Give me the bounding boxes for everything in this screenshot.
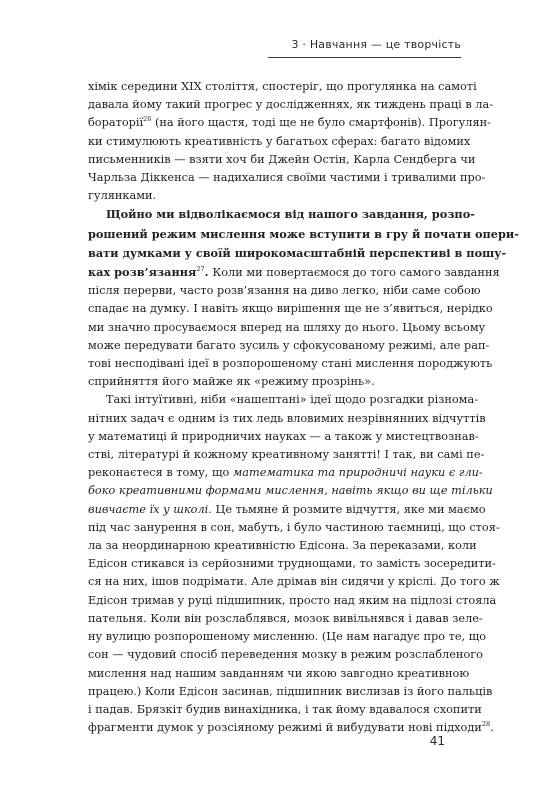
text-segment: ках розв’язання xyxy=(88,265,197,280)
page-number: 41 xyxy=(429,734,445,748)
text-segment: ну вулицю розпорошеному мисленню. (Це нам нагадує про те, що xyxy=(88,630,487,644)
text-segment: спадає на думку. І навіть якщо вирішення ще не з’явиться, нерідко xyxy=(88,302,493,316)
text-line xyxy=(88,683,493,701)
text-segment: після перерви, часто розв’язання на диво легко, ніби саме собою xyxy=(88,284,481,298)
text-line xyxy=(88,337,490,355)
text-segment: ми значно просуваємося вперед на шляху до нього. Цьому всьому xyxy=(88,320,486,334)
text-line xyxy=(88,205,475,224)
text-segment: ки стимулюють креативність у багатьох сферах: багато відомих xyxy=(88,134,471,148)
text-segment: реконаєтеся в тому, що xyxy=(88,466,233,480)
text-segment: Едісон тримав у руці підшипник, просто над яким на підлозі стояла xyxy=(88,593,497,607)
text-line xyxy=(88,373,459,391)
text-segment: ся на них, ішов подрімати. Але дрімав він сидячи у кріслі. До того ж xyxy=(88,575,500,589)
text-segment: нітних задач є одним із тих ледь вловимих незрівнянних відчуттів xyxy=(88,411,486,425)
text-line xyxy=(88,78,477,96)
text-segment: під час занурення в сон, мабуть, і було частиною таємниці, що стоя- xyxy=(88,520,500,534)
text-line xyxy=(88,446,485,464)
text-line xyxy=(88,169,486,187)
footnote-ref: 27 xyxy=(196,265,205,274)
text-line xyxy=(88,133,471,151)
text-line xyxy=(88,501,486,519)
text-segment: тові несподівані ідеї в розпорошеному стані мислення породжують xyxy=(88,357,493,371)
body-text xyxy=(88,78,519,737)
text-line xyxy=(88,300,493,318)
text-line xyxy=(88,282,481,300)
text-segment: може передувати багато зусиль у сфокусованому режимі, але рап- xyxy=(88,338,490,352)
text-line xyxy=(88,519,500,537)
footnote-ref: 26 xyxy=(143,115,152,124)
text-line xyxy=(88,244,507,263)
text-segment: сон — чудовий спосіб переведення мозку в режим розслабленого xyxy=(88,648,483,662)
text-segment: боко креативними формами мислення, навіть якщо ви ще тільки xyxy=(88,484,493,498)
text-segment: бораторії xyxy=(88,116,144,130)
text-line xyxy=(88,573,500,591)
text-segment: і падав. Брязкіт будив винахідника, і так йому вдавалося схопити xyxy=(88,702,482,716)
text-line xyxy=(88,482,493,500)
text-segment: (на його щастя, тоді ще не було смартфонів). Прогулян- xyxy=(151,116,491,130)
text-segment: Це тьмяне й розмите відчуття, яке ми маємо xyxy=(211,502,486,516)
text-segment: вати думками у своїй широкомасштабній перспективі в пошу- xyxy=(88,245,507,260)
text-line xyxy=(88,428,479,446)
text-line xyxy=(88,701,482,719)
text-segment: працею.) Коли Едісон засинав, підшипник вислизав із його пальців xyxy=(88,684,493,698)
text-line xyxy=(88,610,483,628)
text-segment: Едісон стикався із серйозними труднощами, то замість зосередити- xyxy=(88,557,496,571)
text-segment: мислення над нашим завданням чи якою завгодно креативною xyxy=(88,666,470,680)
text-segment: сприйняття його майже як «режиму прозрінь». xyxy=(88,375,375,389)
text-segment: Чарльза Діккенса — надихалися своїми частими і тривалими про- xyxy=(88,171,486,185)
text-line xyxy=(88,114,491,132)
text-segment: ла за неординарною креативністю Едісона. За переказами, коли xyxy=(88,539,477,553)
text-segment: фрагменти думок у розсіяному режимі й вибудувати нові підходи xyxy=(88,721,482,735)
text-line xyxy=(88,646,483,664)
text-line xyxy=(88,665,470,683)
text-line xyxy=(88,96,494,114)
running-head: 3 · Навчання — це творчість xyxy=(291,38,461,51)
text-line xyxy=(88,319,486,337)
text-line xyxy=(88,355,493,373)
text-line xyxy=(88,151,476,169)
text-segment: Щойно ми відволікаємося від нашого завдання, розпо- xyxy=(106,207,475,222)
footnote-ref: 28 xyxy=(481,720,491,729)
text-segment: Такі інтуїтивні, ніби «нашептані» ідеї щодо розгадки різнома- xyxy=(106,393,479,407)
header-rule xyxy=(268,57,461,58)
text-segment: хімік середини ХІХ століття, спостеріг, що прогулянка на самоті xyxy=(88,80,477,93)
text-segment: пательня. Коли він розслаблявся, мозок вивільнявся і давав зеле- xyxy=(88,611,483,625)
text-line xyxy=(88,464,483,482)
text-segment: математика та природничі науки є гли- xyxy=(232,466,483,480)
text-segment: стві, літературі й кожному креативному занятті! І так, ви самі пе- xyxy=(88,448,485,462)
text-line xyxy=(88,628,487,646)
text-line xyxy=(88,391,479,409)
text-segment: вивчаєте їх у школі. xyxy=(88,502,212,516)
text-line xyxy=(88,410,486,428)
text-segment: . xyxy=(204,265,213,280)
text-line xyxy=(88,225,519,244)
text-segment: у математиці й природничих науках — а також у мистецтвознав- xyxy=(88,429,479,443)
text-line xyxy=(88,592,497,610)
text-segment: Коли ми повертаємося до того самого завдання xyxy=(212,266,500,280)
text-line xyxy=(88,537,477,555)
text-line xyxy=(88,187,459,205)
text-line xyxy=(88,555,496,573)
text-segment: гулянками. xyxy=(88,189,157,203)
text-line xyxy=(88,263,500,282)
text-segment: давала йому такий прогрес у дослідженнях, як тиждень праці в ла- xyxy=(88,98,494,112)
text-segment: . xyxy=(490,721,494,735)
text-segment: рошений режим мислення може вступити в гру й почати опери- xyxy=(88,226,519,241)
text-segment: письменників — взяти хоч би Джейн Остін, Карла Сендберга чи xyxy=(88,152,476,166)
text-line xyxy=(88,719,494,737)
